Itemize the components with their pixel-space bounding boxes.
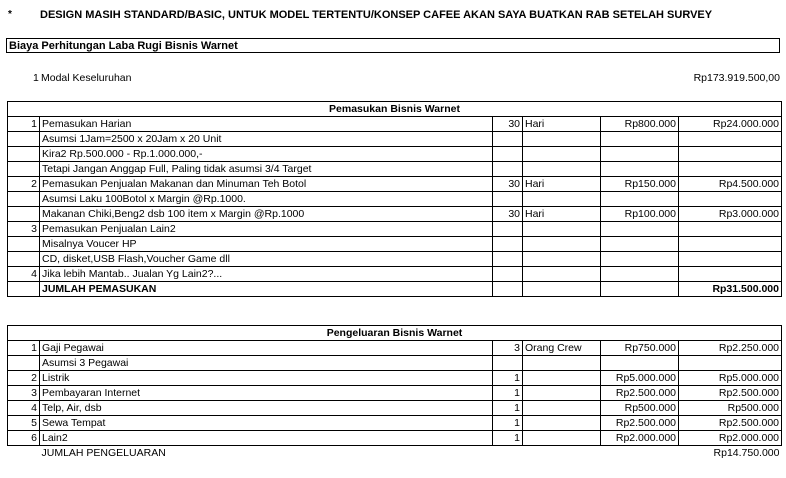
row-description: Jika lebih Mantab.. Jualan Yg Lain2?...	[40, 267, 493, 282]
row-price: Rp100.000	[601, 207, 679, 222]
row-quantity	[493, 252, 523, 267]
row-number: 4	[8, 267, 40, 282]
row-description: Misalnya Voucer HP	[40, 237, 493, 252]
row-price: Rp750.000	[601, 341, 679, 356]
pengeluaran-table	[7, 325, 782, 461]
row-description: Makanan Chiki,Beng2 dsb 100 item x Margin @Rp.1000	[40, 207, 493, 222]
total-blank	[601, 446, 679, 461]
sheet-title-box	[6, 38, 780, 53]
row-unit: Orang Crew	[523, 341, 601, 356]
row-number: 3	[8, 386, 40, 401]
table-row	[8, 386, 782, 401]
row-total	[679, 192, 782, 207]
row-total: Rp2.500.000	[679, 386, 782, 401]
pemasukan-header-row	[8, 102, 782, 117]
table-row	[8, 237, 782, 252]
pemasukan-header: Pemasukan Bisnis Warnet	[8, 102, 782, 117]
pemasukan-table	[7, 101, 782, 297]
table-row	[8, 371, 782, 386]
row-description: Listrik	[40, 371, 493, 386]
row-total	[679, 356, 782, 371]
row-number	[8, 132, 40, 147]
row-price: Rp500.000	[601, 401, 679, 416]
table-row	[8, 162, 782, 177]
row-number: 5	[8, 416, 40, 431]
row-number	[8, 252, 40, 267]
row-total: Rp4.500.000	[679, 177, 782, 192]
row-unit	[523, 132, 601, 147]
row-price: Rp150.000	[601, 177, 679, 192]
table-row	[8, 207, 782, 222]
design-note: DESIGN MASIH STANDARD/BASIC, UNTUK MODEL TERTENTU/KONSEP CAFEE AKAN SAYA BUATKAN RAB SETELAH SURVEY	[40, 9, 713, 21]
row-quantity: 30	[493, 177, 523, 192]
row-price	[601, 162, 679, 177]
row-number	[8, 237, 40, 252]
pengeluaran-total-value: Rp14.750.000	[713, 446, 780, 459]
row-quantity	[493, 132, 523, 147]
table-row	[8, 416, 782, 431]
table-row	[8, 401, 782, 416]
row-description: Lain2	[40, 431, 493, 446]
pengeluaran-total-row	[8, 446, 782, 461]
row-description: Asumsi 3 Pegawai	[40, 356, 493, 371]
row-total	[679, 252, 782, 267]
table-row	[8, 117, 782, 132]
row-unit	[523, 356, 601, 371]
row-description: Kira2 Rp.500.000 - Rp.1.000.000,-	[40, 147, 493, 162]
row-description: Asumsi 1Jam=2500 x 20Jam x 20 Unit	[40, 132, 493, 147]
row-total	[679, 162, 782, 177]
row-total	[679, 132, 782, 147]
row-description: Pemasukan Penjualan Makanan dan Minuman Teh Botol	[40, 177, 493, 192]
row-price	[601, 252, 679, 267]
table-row	[8, 132, 782, 147]
row-price: Rp2.500.000	[601, 416, 679, 431]
row-description: Gaji Pegawai	[40, 341, 493, 356]
row-price: Rp5.000.000	[601, 371, 679, 386]
row-total	[679, 147, 782, 162]
pengeluaran-header: Pengeluaran Bisnis Warnet	[8, 326, 782, 341]
note-bullet: *	[8, 9, 12, 20]
row-description: CD, disket,USB Flash,Voucher Game dll	[40, 252, 493, 267]
row-description: Pembayaran Internet	[40, 386, 493, 401]
row-quantity	[493, 222, 523, 237]
row-unit	[523, 267, 601, 282]
sheet-title: Biaya Perhitungan Laba Rugi Bisnis Warnet	[9, 40, 238, 52]
row-unit	[523, 192, 601, 207]
row-quantity: 30	[493, 117, 523, 132]
row-number: 2	[8, 371, 40, 386]
row-quantity: 1	[493, 371, 523, 386]
pemasukan-total-value: Rp31.500.000	[679, 282, 782, 297]
row-quantity	[493, 267, 523, 282]
pemasukan-total-label: JUMLAH PEMASUKAN	[40, 282, 493, 297]
row-quantity	[493, 237, 523, 252]
row-price	[601, 147, 679, 162]
pengeluaran-header-row	[8, 326, 782, 341]
row-quantity	[493, 162, 523, 177]
row-number	[8, 207, 40, 222]
row-number	[8, 356, 40, 371]
row-total: Rp3.000.000	[679, 207, 782, 222]
table-row	[8, 431, 782, 446]
row-total: Rp24.000.000	[679, 117, 782, 132]
row-unit	[523, 252, 601, 267]
total-blank	[601, 282, 679, 297]
row-unit: Hari	[523, 177, 601, 192]
row-description: Asumsi Laku 100Botol x Margin @Rp.1000.	[40, 192, 493, 207]
row-total	[679, 237, 782, 252]
row-unit	[523, 162, 601, 177]
row-number	[8, 192, 40, 207]
row-unit	[523, 237, 601, 252]
row-description: Pemasukan Harian	[40, 117, 493, 132]
row-number: 1	[8, 117, 40, 132]
row-number: 4	[8, 401, 40, 416]
row-number: 3	[8, 222, 40, 237]
row-total: Rp2.250.000	[679, 341, 782, 356]
total-blank	[8, 282, 40, 297]
row-unit	[523, 147, 601, 162]
row-price	[601, 222, 679, 237]
row-number	[8, 147, 40, 162]
row-number: 6	[8, 431, 40, 446]
row-quantity: 3	[493, 341, 523, 356]
row-description: Tetapi Jangan Anggap Full, Paling tidak asumsi 3/4 Target	[40, 162, 493, 177]
row-unit	[523, 416, 601, 431]
pengeluaran-total-label: JUMLAH PENGELUARAN	[41, 446, 166, 459]
row-quantity: 1	[493, 416, 523, 431]
table-row	[8, 177, 782, 192]
row-total: Rp5.000.000	[679, 371, 782, 386]
row-quantity: 30	[493, 207, 523, 222]
row-unit	[523, 431, 601, 446]
table-row	[8, 222, 782, 237]
table-row	[8, 356, 782, 371]
row-description: Telp, Air, dsb	[40, 401, 493, 416]
row-price: Rp800.000	[601, 117, 679, 132]
table-row	[8, 147, 782, 162]
table-row	[8, 267, 782, 282]
total-blank	[523, 446, 601, 461]
total-blank	[493, 446, 523, 461]
modal-no: 1	[33, 72, 39, 84]
row-description: Sewa Tempat	[40, 416, 493, 431]
row-unit	[523, 401, 601, 416]
row-number	[8, 162, 40, 177]
total-blank	[493, 282, 523, 297]
row-unit	[523, 222, 601, 237]
total-blank	[523, 282, 601, 297]
row-quantity: 1	[493, 431, 523, 446]
row-quantity	[493, 192, 523, 207]
row-price: Rp2.000.000	[601, 431, 679, 446]
table-row	[8, 192, 782, 207]
row-total: Rp2.000.000	[679, 431, 782, 446]
row-price	[601, 132, 679, 147]
row-total: Rp500.000	[679, 401, 782, 416]
modal-label: Modal Keseluruhan	[41, 72, 132, 84]
row-price	[601, 237, 679, 252]
table-row	[8, 252, 782, 267]
pemasukan-total-row	[8, 282, 782, 297]
modal-value: Rp173.919.500,00	[693, 72, 780, 84]
row-price	[601, 267, 679, 282]
row-number: 2	[8, 177, 40, 192]
row-total	[679, 222, 782, 237]
row-quantity	[493, 356, 523, 371]
total-blank	[8, 446, 40, 461]
row-total	[679, 267, 782, 282]
row-unit	[523, 371, 601, 386]
row-price	[601, 356, 679, 371]
row-unit	[523, 386, 601, 401]
row-price: Rp2.500.000	[601, 386, 679, 401]
row-quantity: 1	[493, 386, 523, 401]
row-price	[601, 192, 679, 207]
row-quantity	[493, 147, 523, 162]
row-number: 1	[8, 341, 40, 356]
row-total: Rp2.500.000	[679, 416, 782, 431]
row-quantity: 1	[493, 401, 523, 416]
row-unit: Hari	[523, 117, 601, 132]
row-description: Pemasukan Penjualan Lain2	[40, 222, 493, 237]
row-unit: Hari	[523, 207, 601, 222]
table-row	[8, 341, 782, 356]
